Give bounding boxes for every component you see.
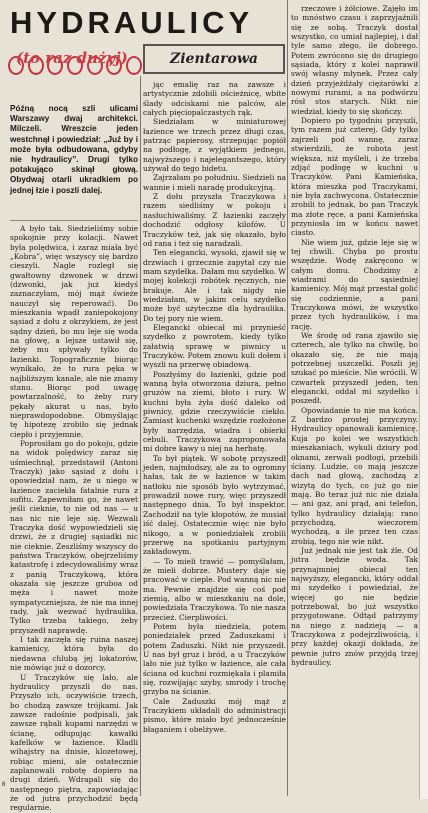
paragraph: Nie wiem już, gdzie leje się w tej chwili. Chyba po prostu wszędzie. Wodę zakręcono w całym domu. Chodzimy z wiadrami do sąsiedniej kamienicy. Mój mąż przestał golić się codziennie, a pani Traczykowa mówi, że wszystko przez tych hydraulików, i ma rację. xyxy=(291,237,418,331)
paragraph: Elegancki obiecał mi przynieść szydełko z powrotem, kiedy tylko załatwią sprawę w piwnicy u Traczyków. Potem znowu kuli dołem i wyszli na przerwę obiadową. xyxy=(143,322,286,370)
page-edge xyxy=(419,0,428,799)
paragraph: Siedziałam w miniaturowej łazience we trzech przez długi czas, patrząc papierosy, strzepując popiół na podłogę, z wyjątkiem jednego, najwyższego i najelegantszego, który używał do tego bidetu. xyxy=(143,117,286,174)
text-column-middle xyxy=(143,80,286,794)
paragraph: I tak zaczęła się ruina naszej kamienicy, która była do niedawna chlubą jej lokatorów, nie mówiąc już o dozorcy. xyxy=(10,635,138,673)
paragraph: Opowiadanie to nie ma końca. Z bardzo prostej przyczyny. Hydraulicy opanowali kamienicę. Kuja po kolei we wszystkich mieszkaniach, wykuli dziury pod oknami, zerwali podłogi, przebili ściany. Ludzie, co mają jeszcze dach nad głową, zachodzą z wizytą do tych, co już go nie mają. Bo teraz już nic nie działa — ani gaz, ani prąd, ani telefon, tylko hydraulicy działają: rano przychodzą, wieczorem wychodzą, a ile przez ten czas zrobią, tego nie wie nikt. xyxy=(291,405,418,546)
paragraph: Już jednak nie jest tak źle. Od jutra będzie woda. Tak przynajmniej obiecał ten najwyższy, elegancki, który oddał mi szydełko i powiedział, że więcej go nie będzie potrzebował, bo już wszystko przygotowane. Odtąd patrzymy na niego z nadzieją — a Traczykowa z podejrzliwością, i przy każdej okazji dokłada, że pewnie jutro znów przyjdą trzej hydraulicy. xyxy=(291,545,418,668)
paragraph: rzeczowe i żółciowe. Zajęło im to mnóstwo czasu i zaprzyjaźnili się ze sobą. Traczyk dostał wszystko, co umiał najlepiej, i dał tyle samo złego, ile dobrego. Potem zwrócono się do drugiego sąsiada, który z kolei naprawił swój własny młynek. Przez cały dzień przyjeżdżały ciężarówki z nowymi rurami, a na podwórzu rósł stos starych. Nikt nie wiedział, kiedy to się skończy. xyxy=(291,4,418,116)
paragraph: Z dołu przyszła Traczykowa i razem siedliśmy w pokoju i nasłuchiwaliśmy. Z łazienki zaczęły dochodzić odgłosy kilofów. U Traczyków też, jak się okazało, było od rana i też się naradzali. xyxy=(143,192,286,248)
author-name: Zientarowa xyxy=(170,51,258,67)
paragraph: — To mieli trawić — pomyślałam, że mieli dobrze. Mustery daje się pracować w cieple. Pod wanną nic nie ma. Pewnie znajdzie się coś pod ziemią, albo w mieszkaniu na dole, powiedziała Traczykowa. To nie nasza przecież. Cierpliwości. xyxy=(143,556,286,622)
text-column-left xyxy=(10,224,138,813)
lead-divider xyxy=(10,220,138,221)
column-rule xyxy=(140,76,141,796)
paragraph: U Traczyków się lało, ale hydraulicy przyszli do nas. Przyszło ich, oczywiście trzech, bo chodzą zawsze trójkami. Jak zawsze radośnie podpisali, jak zawsze rąbali kupami narzędzi w ścianę, odłupując kawałki kafelków w łazience. Kładli wihajstry na dnisie, klozetowej, robiąc mieni, ale ostatecznie zaplanowali robotę dopiero na drugi dzień. Wdrapali się do następnego piętra, zapowiadając że od jutra przychodzić będą regularnie. xyxy=(10,672,138,813)
lead-paragraph: Późną nocą szli ulicami Warszawy dwaj architekci. Milczeli. Wreszcie jeden westchnął i powiedział: „Już by i może była odbudowana, gdyby nie hydraulicy”. Drugi tylko potakująco skinął głową. Obydwaj otarli ukradkiem po jednej łzie i poszli dalej. xyxy=(10,104,138,195)
paragraph: We środę od rana zjawiło się czterech, ale tylko na chwilę, bo okazało się, że nie mają potrzebnej uszczelki. Poszli jej szukać po mieście. Nie wrócili. W czwartek przyszedł jeden, ten elegancki, oddał mi szydełko i poszedł. xyxy=(291,331,418,406)
paragraph: Potem była niedziela, potem poniedziałek przed Zaduszkami i potem Zaduszki. Nikt nie przyszedł. U nas był gruz i bród, a u Traczyków lało nie już tylko w łazience, ale cała ściana od kuchni rozmiękała i plamiła się, rozwijając szyby, smrody i trochę grzyba na ścianie. xyxy=(143,621,286,697)
paragraph: Ten elegancki, wysoki, zjawił się w drzwiach i grzecznie zapytał czy nie mam szydełka. Dałam mu szydełko. W mojej kolekcji robótek ręcznych, nie brakuje. Ale i tak nigdy nie wiedziałam, w jakim celu szydełko może być użyteczne dla hydraulika. Do tej pory nie wiem. xyxy=(143,248,286,323)
paragraph: Poprosiłam go do pokoju, gdzie na widok polędwicy zaraz się uśmiechnął, przedstawił (Antoni Traczyk) jako sąsiad z dołu i opowiedział nam, że u niego w łazience zaciekła fatalnie rura z sufitu. Zapewniłam go, że nawet jeśli cieknie, to nie od nas — u nas nic nie leje się. Wezwali Traczyka dość wypowiedzieli się drzwi, że z drugiej sąsiadki nic nie cieknie. Zeszliśmy wszyscy do państwa Traczyków, obejrzeliśmy katastrofę i zdecydowaliśmy wraz z panią Traczykową, która okazała się jeszcze gruboa od męża i nawet może sympatyczniejsza, że nie ma innej rady, jak wezwać hydraulika. Tylko trzeba takiego, żeby przyszedł naprawdę. xyxy=(10,438,138,635)
paragraph: A było tak. Siedzieliśmy sobie spokojnie przy kolacji. Nawet była polędwica, i zaraz miała być „Kobra”, więc wszyscy się bardzo cieszyli. Nagle rozległ się gwałtowny dzwonek w drzwi (dzwonki, jak już kiedyś zaznaczyłam, mój mąż świeże nauczył się reperować). Do mieszkania wpadł zaniepokojony sąsiad z dołu z okrzykiem, że jest sądny dzień, bo mu leje się woda na głowę, a lejsze ustawił się, żeby mu spływały tylko do łazienki. Topograficznie biorąc wynikało, że to rura pęka w najbliższym kanale, ale nie znamy stanu. Biorąc pod uwagę powtarzalność, to żeby rury pękały akurat u nas, było nieprawdopodobne. Obmyślając tę hipotezę zrobiło się jednak ciepło i przyjemnie. xyxy=(10,224,138,439)
text-column-right xyxy=(291,4,418,794)
page-number: 8 xyxy=(2,782,6,788)
author-box xyxy=(143,44,285,74)
paragraph: Cale Zaduszki mój mąż z Traczykiem układali do administracji pismo, które miało być jednocześnie błaganiem i obelżywe. xyxy=(143,696,286,734)
article-subtitle: (to raz dużyj) xyxy=(16,49,128,67)
paragraph: jąc emalię raz na zawsze i artystycznie zdobili ościeżnicę, wbite ślady odciskami nie palców, ale całych pięciopalczastych rąk. xyxy=(143,80,286,118)
column-rule xyxy=(287,0,288,796)
article-title: HYDRAULICY xyxy=(10,5,254,40)
paragraph: Poszłyśmy do łazienki, gdzie pod wanną była otworzona dziura, pełno gruzów na ziemi, błoto i rury. W kuchni była żyła dość daleko od piwnicy, gdzie rzeczywiście ciekło. Zamiast kuchenki wszędzie rozłożone były narzędzia, wiadra i obierki cebuli. Traczykowa zaproponowała mi dobre kawy u niej na herbatę. xyxy=(143,369,286,454)
paragraph: Dopiero po tygodniu przyszli, tym razem już czterej. Gdy tylko zajrzeli pod wannę, zaraz stwierdzili, że robota jest większa, niż myśleli, i że trzeba zdjąć podłogę w kuchni u Traczyków. Pani Kamieńska, która mieszka pod Traczykami, nie była zachwycona. Ostatecznie zrobili to jednak, bo pan Traczyk ma złote ręce, a pani Kamieńska przyniosła im w końcu nawet ciasto. xyxy=(291,116,418,238)
paragraph: To był piątek. W sobotę przyszedł jeden, najmłodszy, ale za to ogromny hałas, tak że w łazience w takim natłoku nie sposób było wytrzymać, prowadził nowe rury, więc przyszedł następnego dnia. To był inspektor. Zachodził na tyle kłopotów, że musiał iść dalej. Ostatecznie więc nie było nikogo, a w poniedziałek zrobili przerwę na spotkaniu partyjnym zakładowym. xyxy=(143,453,286,557)
paragraph: Zajrzałam po południu. Siedzieli na wannie i mieli naradę produkcyjną. xyxy=(143,173,286,192)
